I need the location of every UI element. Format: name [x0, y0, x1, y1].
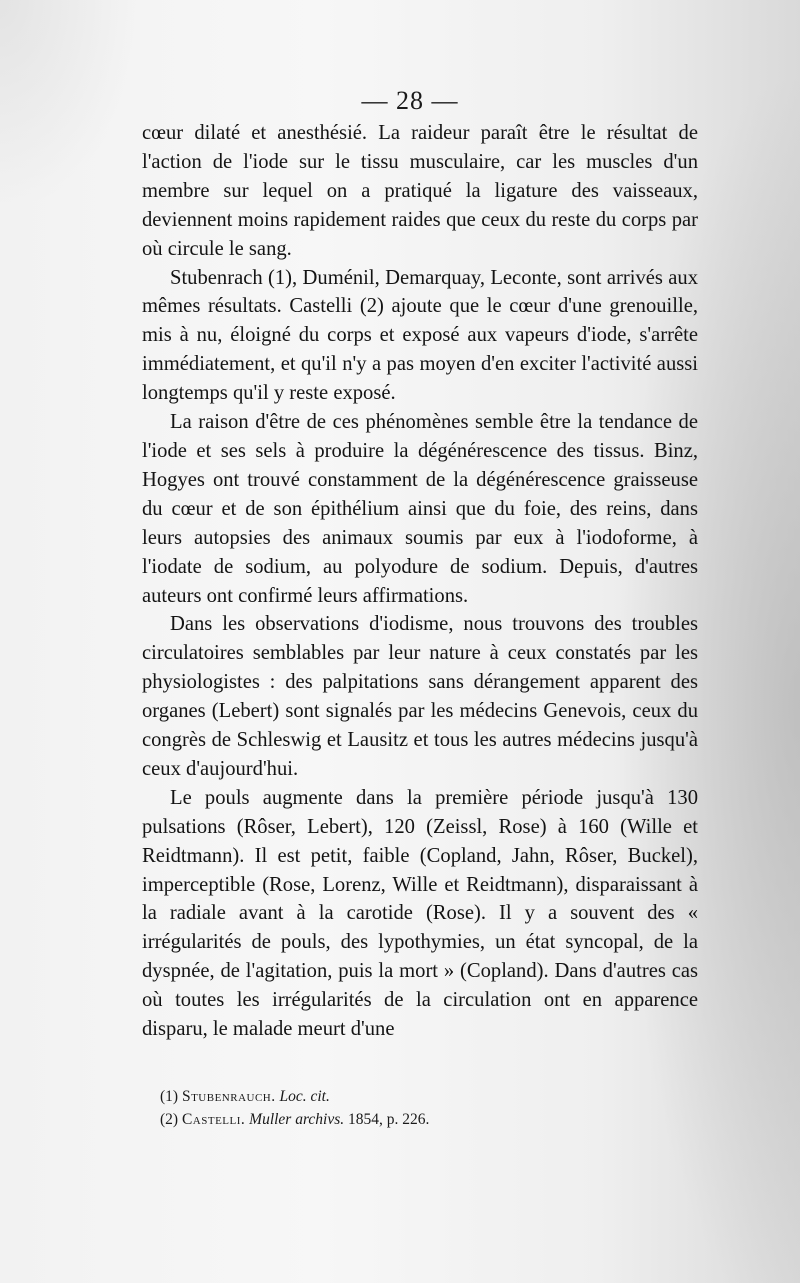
footnote-1-title: Loc. cit.	[279, 1088, 330, 1105]
paragraph-3: La raison d'être de ces phénomènes semble être la tendance de l'iode et ses sels à produire la dégénérescence des tissus. Binz, Hogyes ont trouvé constamment de la dégénérescence graisseuse du cœur et de son épithélium ainsi que du foie, des reins, dans leurs autopsies des animaux soumis par eux à l'iodoforme, à l'iodate de sodium, au polyodure de sodium. Depuis, d'autres auteurs ont confirmé leurs affirmations.	[142, 411, 698, 607]
footnote-2-rest: 1854, p. 226.	[348, 1111, 430, 1128]
footnote-1	[160, 1085, 680, 1108]
paragraph-5: Le pouls augmente dans la première période jusqu'à 130 pulsations (Rôser, Lebert), 120 (Zeissl, Rose) à 160 (Wille et Reidtmann). Il est petit, faible (Copland, Jahn, Rôser, Buckel), imperceptible (Rose, Lorenz, Wille et Reidtmann), disparaissant à la radiale avant à la carotide (Rose). Il y a souvent des « irrégularités de pouls, des lypothymies, un état syncopal, de la dyspnée, de l'agitation, puis la mort » (Copland). Dans d'autres cas où toutes les irrégularités de la circulation ont en apparence disparu, le malade meurt d'une	[142, 786, 698, 1041]
footnote-2-title: Muller archivs.	[249, 1111, 345, 1128]
paragraph-4: Dans les observations d'iodisme, nous trouvons des troubles circulatoires semblables par leur nature à ceux constatés par les physiologistes : des palpitations sans dérangement apparent des organes (Lebert) sont signalés par les médecins Genevois, ceux du congrès de Schleswig et Lausitz et tous les autres médecins jusqu'à ceux d'aujourd'hui.	[142, 613, 698, 780]
paragraph-1: cœur dilaté et anesthésié. La raideur paraît être le résultat de l'action de l'iode sur le tissu musculaire, car les muscles d'un membre sur lequel on a pratiqué la ligature des vaisseaux, deviennent moins rapidement raides que ceux du reste du corps par où circule le sang.	[142, 122, 698, 260]
body-text	[142, 119, 698, 1044]
footnote-2	[160, 1108, 680, 1131]
footnote-2-author: Castelli.	[181, 1111, 246, 1128]
paragraph-2: Stubenrach (1), Duménil, Demarquay, Leconte, sont arrivés aux mêmes résultats. Castelli (2) ajoute que le cœur d'une grenouille, mis à nu, éloigné du corps et exposé aux vapeurs d'iode, s'arrête immédiatement, et qu'il n'y a pas moyen d'en exciter l'activité aussi longtemps qu'il y reste exposé.	[142, 266, 698, 405]
page-number: — 28 —	[361, 86, 459, 115]
footnote-1-marker: (1)	[160, 1088, 179, 1105]
footnote-2-marker: (2)	[160, 1111, 179, 1128]
footnotes	[160, 1085, 680, 1131]
footnote-1-author: Stubenrauch.	[181, 1088, 276, 1105]
